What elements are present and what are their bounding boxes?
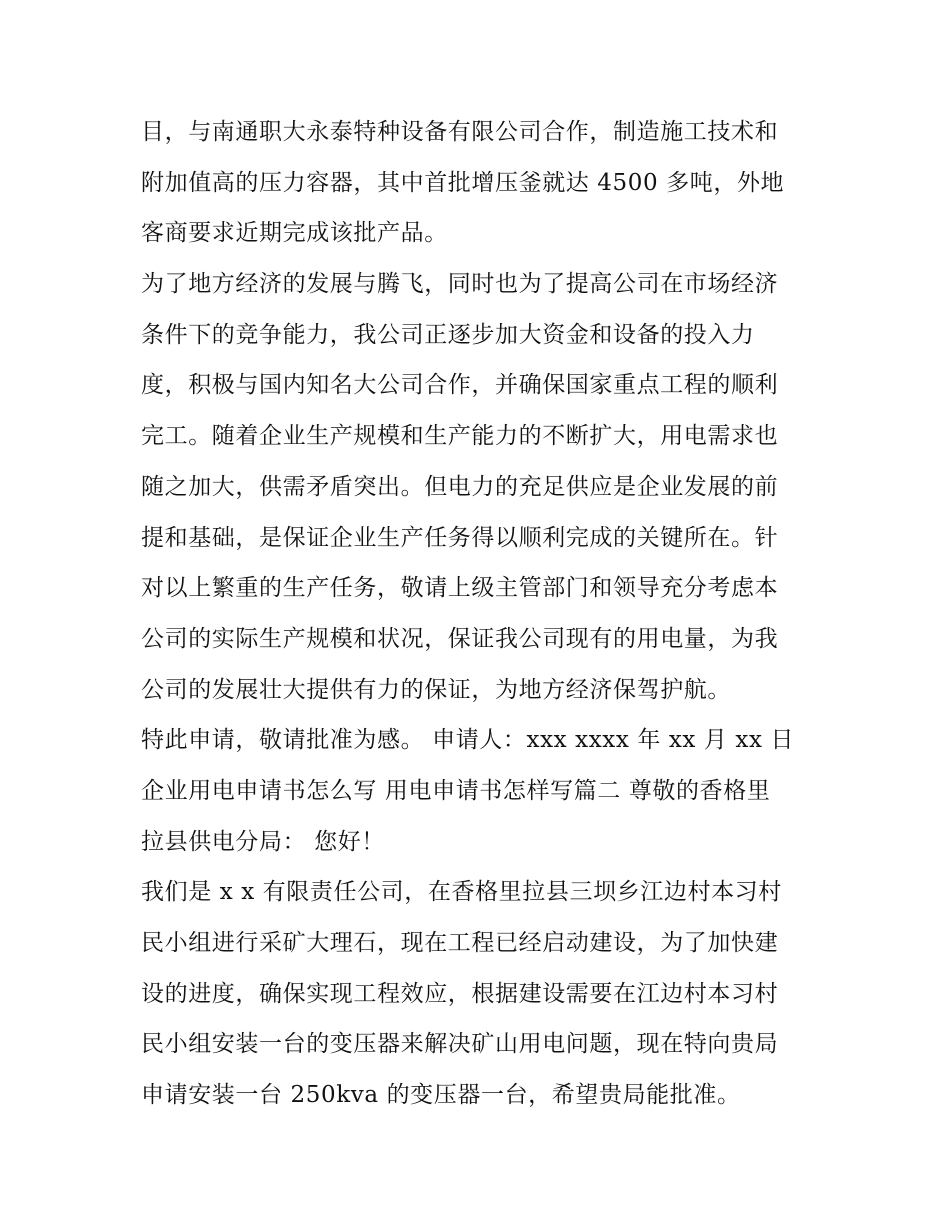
text-line: 随之加大，供需矛盾突出。但电力的充足供应是企业发展的前 <box>141 473 779 500</box>
text-line: 对以上繁重的生产任务，敬请上级主管部门和领导充分考虑本 <box>141 575 779 602</box>
text-line: 附加值高的压力容器，其中首批增压釜就达 4500 多吨，外地 <box>141 169 785 196</box>
text-line: 为了地方经济的发展与腾飞，同时也为了提高公司在市场经济 <box>141 271 779 298</box>
text-line: 条件下的竞争能力，我公司正逐步加大资金和设备的投入力 <box>141 321 755 348</box>
text-line: 民小组进行采矿大理石，现在工程已经启动建设，为了加快建 <box>141 930 779 956</box>
text-line: 公司的发展壮大提供有力的保证，为地方经济保驾护航。 <box>141 676 731 703</box>
text-line: 拉县供电分局： 您好！ <box>141 828 385 855</box>
text-line: 企业用电申请书怎么写 用电申请书怎样写篇二 尊敬的香格里 <box>141 777 771 804</box>
text-line: 目，与南通职大永泰特种设备有限公司合作，制造施工技术和 <box>141 119 779 145</box>
text-line: 公司的实际生产规模和状况，保证我公司现有的用电量，为我 <box>141 625 779 652</box>
text-line: 客商要求近期完成该批产品。 <box>141 220 448 247</box>
text-line: 提和基础，是保证企业生产任务得以顺利完成的关键所在。针 <box>141 524 779 551</box>
text-line: 民小组安装一台的变压器来解决矿山用电问题，现在特向贵局 <box>141 1031 779 1058</box>
text-line: 我们是 x x 有限责任公司，在香格里拉县三坝乡江边村本习村 <box>141 879 782 906</box>
text-line: 特此申请，敬请批准为感。 申请人：xxx xxxx 年 xx 月 xx 日 <box>141 727 795 754</box>
text-line: 完工。随着企业生产规模和生产能力的不断扩大，用电需求也 <box>141 423 779 450</box>
document-body <box>141 107 821 1121</box>
text-line: 度，积极与国内知名大公司合作，并确保国家重点工程的顺利 <box>141 372 779 399</box>
text-line: 设的进度，确保实现工程效应，根据建设需要在江边村本习村 <box>141 980 779 1007</box>
text-line: 申请安装一台 250kva 的变压器一台，希望贵局能批准。 <box>141 1082 741 1109</box>
